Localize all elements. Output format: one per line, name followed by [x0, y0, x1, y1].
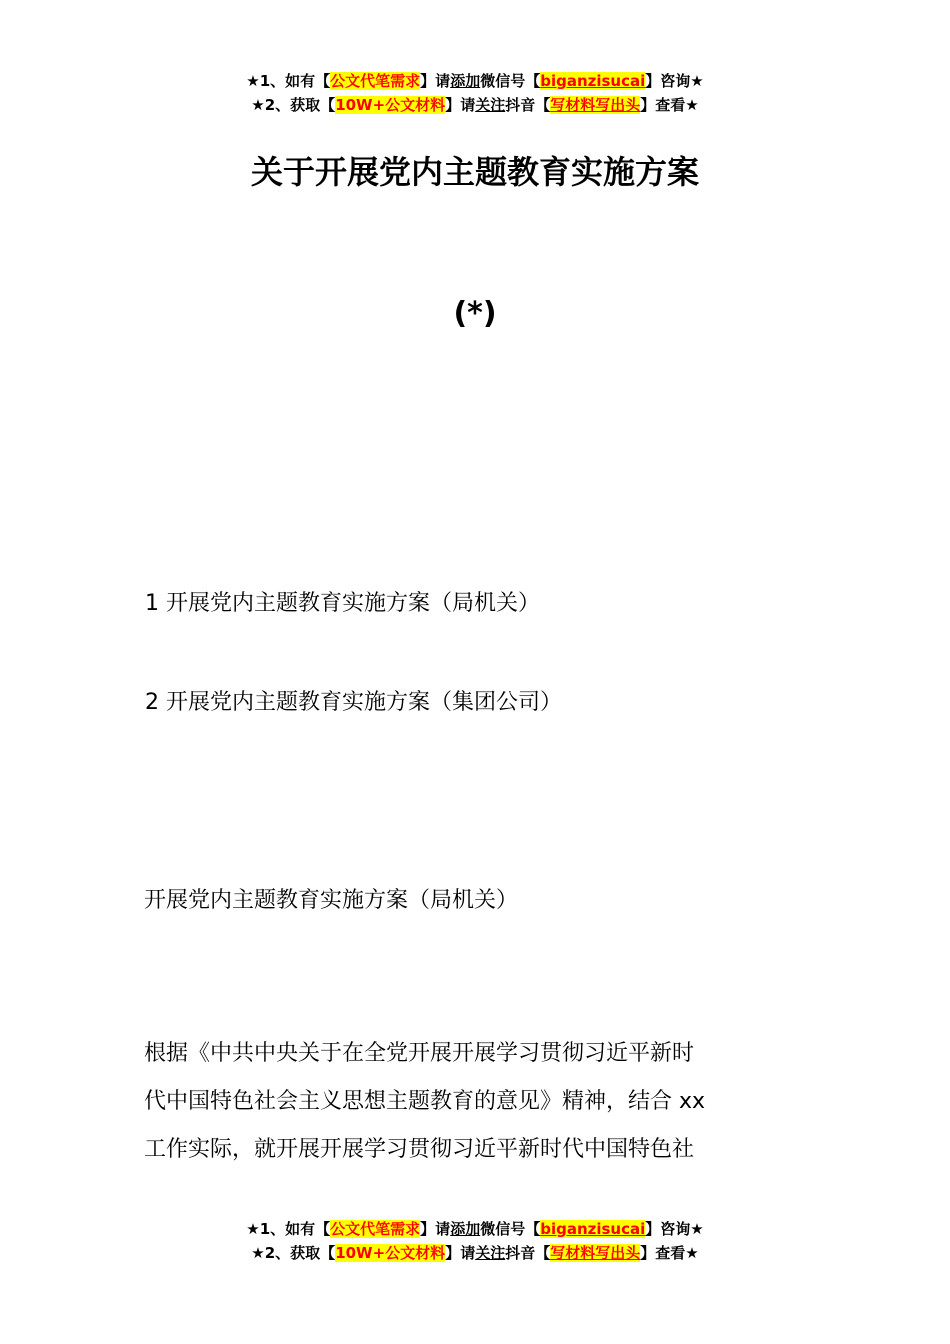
paragraph-line: 工作实际，就开展开展学习贯彻习近平新时代中国特色社 [144, 1137, 695, 1162]
paragraph-line: 代中国特色社会主义思想主题教育的意见》精神，结合 xx [144, 1089, 706, 1114]
section-title: 开展党内主题教育实施方案（局机关） [144, 888, 519, 913]
highlight-douyin-id: 写材料写出头 [550, 1244, 641, 1262]
body-paragraph [144, 1030, 814, 1174]
highlight-service: 公文代笔需求 [330, 1220, 421, 1238]
toc-item-1: 1 开展党内主题教育实施方案（局机关） [145, 591, 540, 616]
promo-banner-top [0, 69, 950, 117]
highlight-wechat-id: biganzisucai [540, 72, 646, 90]
document-mark: (*) [453, 296, 497, 331]
promo-line-2: ★2、获取【10W+公文材料】请关注抖音【写材料写出头】查看★ [251, 96, 699, 114]
promo-line-1: ★1、如有【公文代笔需求】请添加微信号【biganzisucai】咨询★ [246, 1220, 704, 1238]
highlight-service: 公文代笔需求 [330, 72, 421, 90]
promo-banner-bottom [0, 1217, 950, 1265]
highlight-materials: 10W+公文材料 [335, 1244, 446, 1262]
highlight-materials: 10W+公文材料 [335, 96, 446, 114]
paragraph-line: 根据《中共中央关于在全党开展开展学习贯彻习近平新时 [144, 1041, 695, 1066]
highlight-douyin-id: 写材料写出头 [550, 96, 641, 114]
promo-line-2: ★2、获取【10W+公文材料】请关注抖音【写材料写出头】查看★ [251, 1244, 699, 1262]
document-title: 关于开展党内主题教育实施方案 [250, 153, 699, 191]
highlight-wechat-id: biganzisucai [540, 1220, 646, 1238]
promo-line-1: ★1、如有【公文代笔需求】请添加微信号【biganzisucai】咨询★ [246, 72, 704, 90]
toc-item-2: 2 开展党内主题教育实施方案（集团公司） [145, 690, 562, 715]
